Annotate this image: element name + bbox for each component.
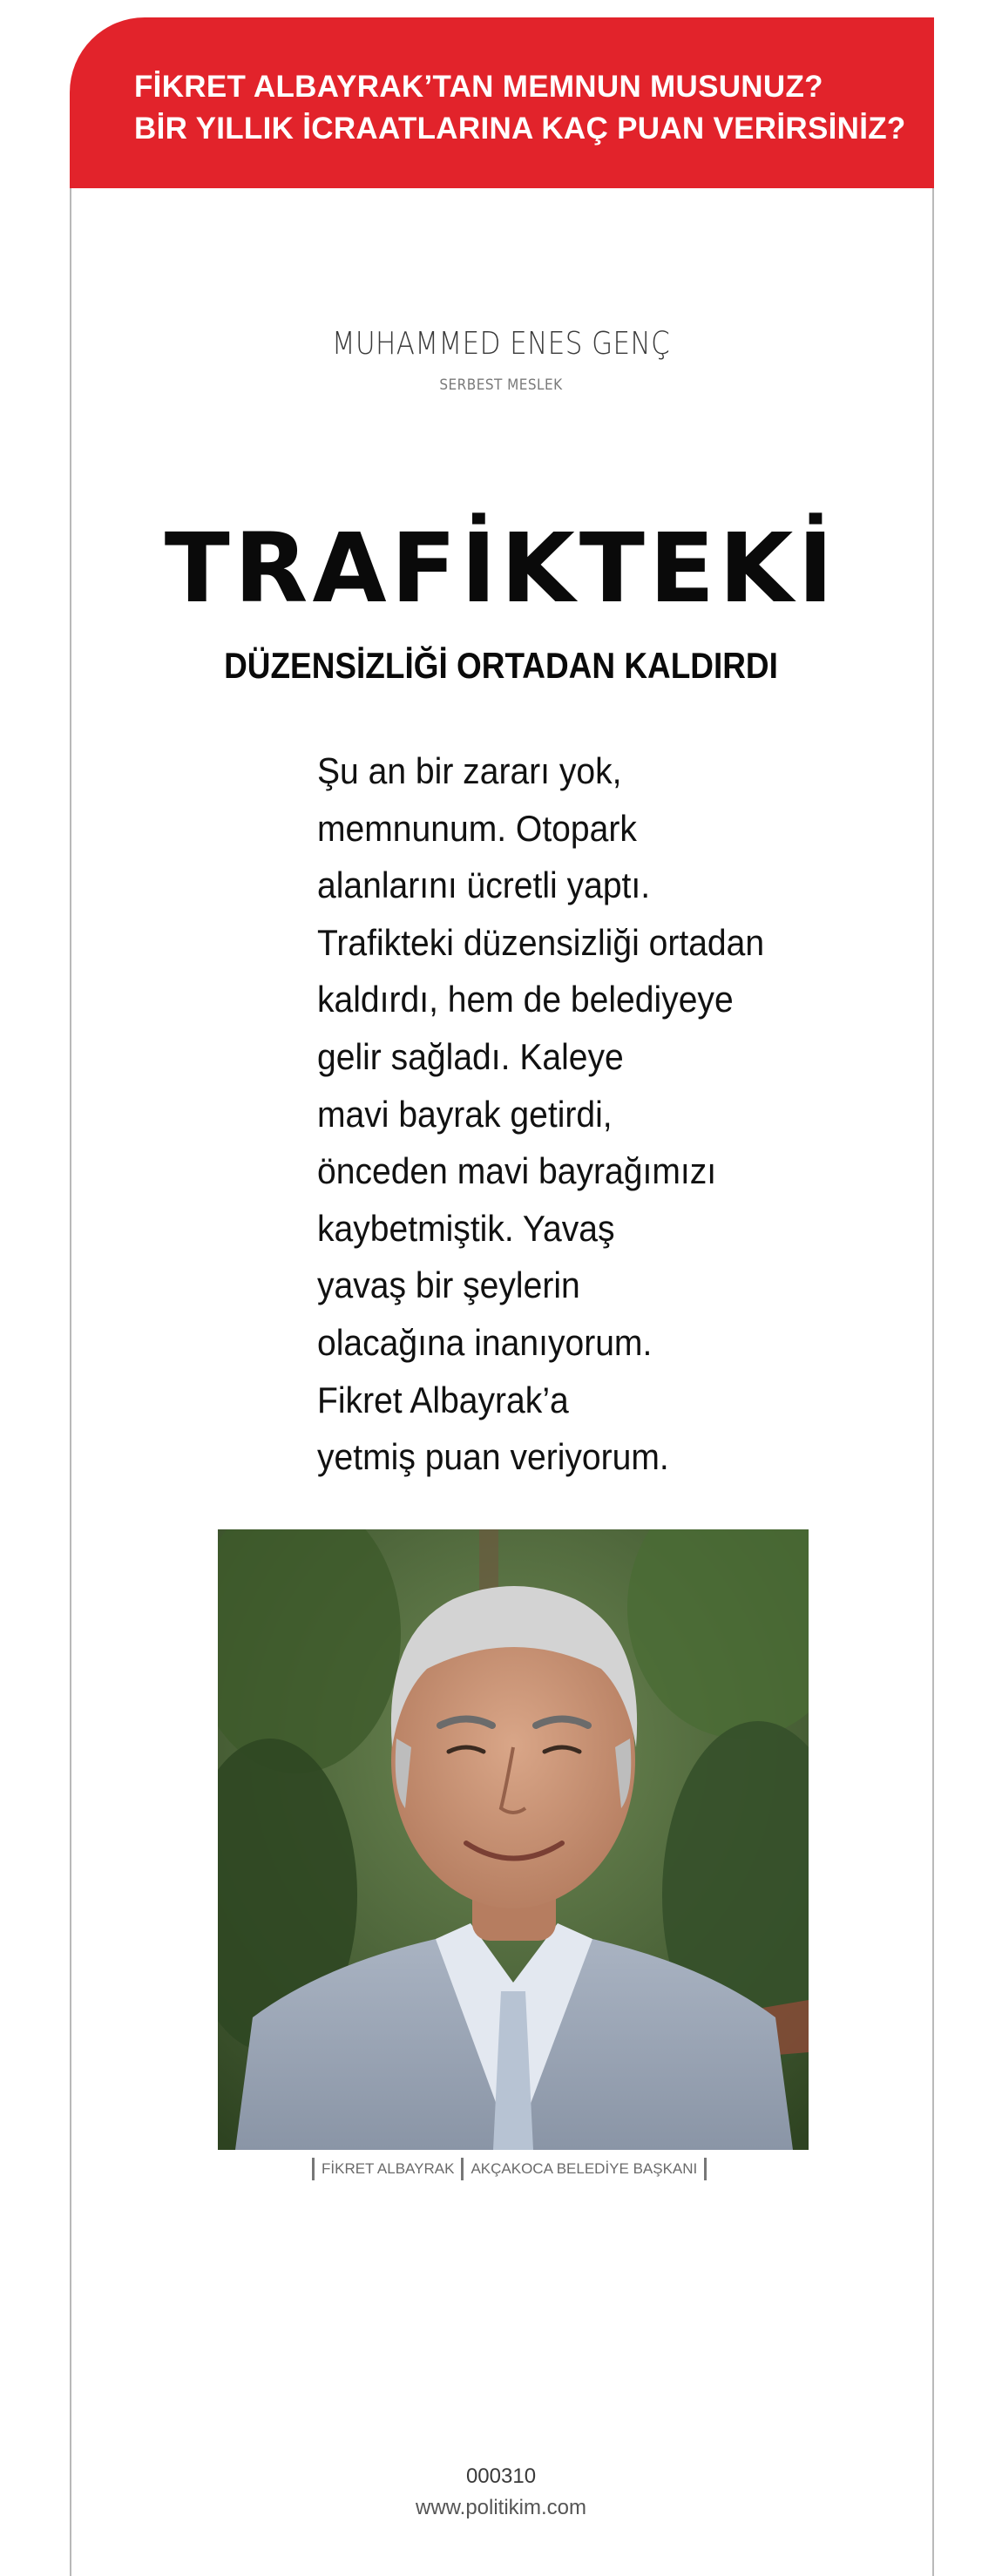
headline-subtitle: DÜZENSİZLİĞİ ORTADAN KALDIRDI: [224, 645, 778, 686]
quote-line: Fikret Albayrak’a: [317, 1379, 569, 1420]
quote-line: mavi bayrak getirdi,: [317, 1093, 613, 1135]
quote-line: kaldırdı, hem de belediyeye: [317, 979, 734, 1020]
quote-line: Şu an bir zararı yok,: [317, 750, 622, 791]
quote-line: yetmiş puan veriyorum.: [317, 1436, 669, 1478]
caption-separator: [704, 2158, 707, 2180]
quote-line: memnunum. Otopark: [317, 807, 637, 849]
caption-person-name: FİKRET ALBAYRAK: [322, 2160, 455, 2177]
quote-line: gelir sağladı. Kaleye: [317, 1035, 624, 1077]
quote-line: olacağına inanıyorum.: [317, 1321, 653, 1363]
footer-code: 000310: [465, 2464, 537, 2488]
photo-caption: [305, 2158, 723, 2180]
banner-question-line-2: BİR YILLIK İCRAATLARINA KAÇ PUAN VERİRSİNİZ?: [134, 112, 906, 146]
quote-line: önceden mavi bayrağımızı: [317, 1150, 717, 1192]
portrait-photo: [218, 1529, 809, 2150]
quote-text: [317, 742, 805, 1486]
question-banner: [70, 17, 934, 188]
caption-person-title: AKÇAKOCA BELEDİYE BAŞKANI: [471, 2160, 698, 2177]
quote-line: Trafikteki düzensizliği ortadan: [317, 921, 765, 963]
banner-question-line-1: FİKRET ALBAYRAK’TAN MEMNUN MUSUNUZ?: [134, 70, 823, 104]
caption-separator: [461, 2158, 464, 2180]
quote-line: yavaş bir şeylerin: [317, 1264, 580, 1306]
author-occupation: SERBEST MESLEK: [439, 376, 563, 394]
author-name: MUHAMMED ENES GENÇ: [331, 326, 671, 362]
caption-separator: [312, 2158, 315, 2180]
quote-line: kaybetmiştik. Yavaş: [317, 1207, 615, 1249]
headline-title: TRAFİKTEKİ: [164, 512, 838, 624]
footer-website-link[interactable]: www.politikim.com: [415, 2496, 587, 2519]
quote-line: alanlarını ücretli yaptı.: [317, 864, 651, 906]
